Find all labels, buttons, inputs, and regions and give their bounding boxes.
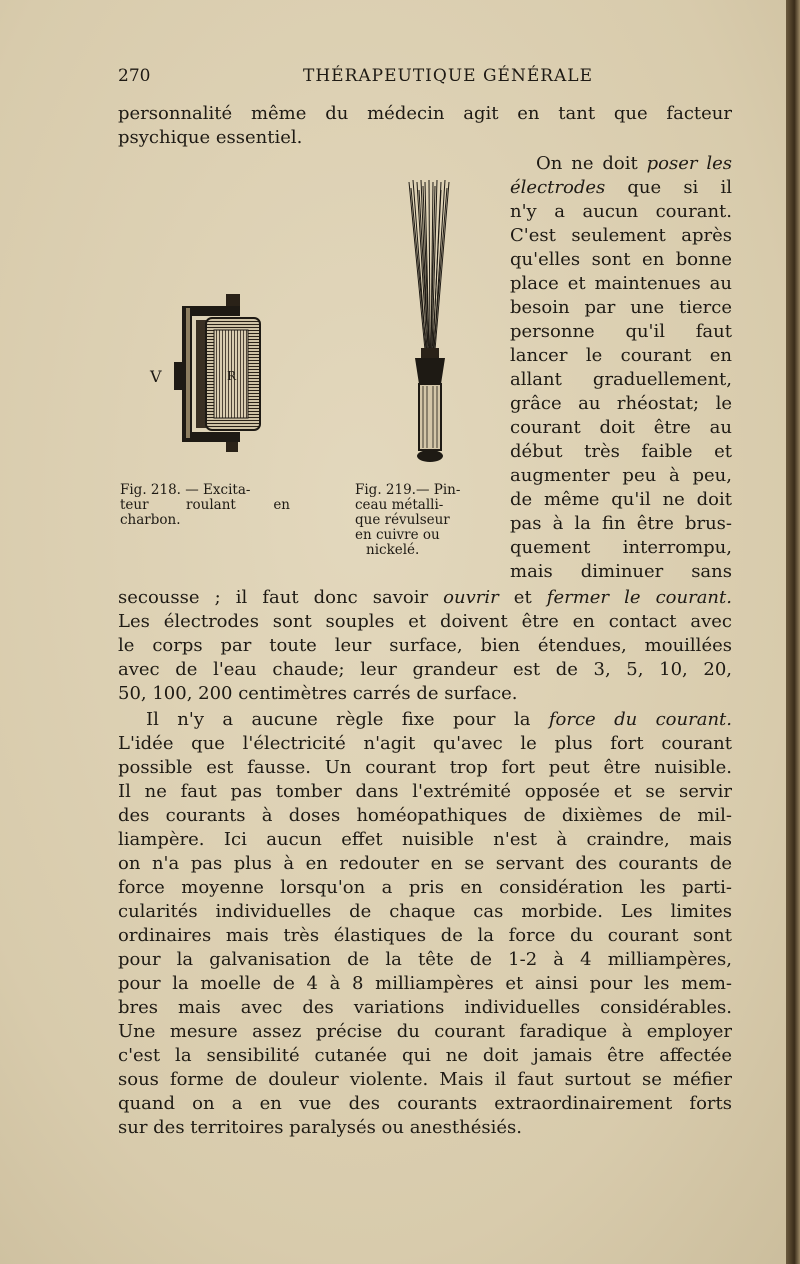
figure-219-metal-brush [395, 178, 465, 468]
svg-text:R: R [227, 369, 237, 383]
figure-219-caption-line: Fig. 219.— Pin- [355, 482, 461, 498]
figure-219-caption-line: nickelé. [366, 542, 420, 558]
running-header [118, 66, 732, 94]
column-line: allant graduellement, [510, 369, 732, 390]
paragraph-line: sous forme de douleur violente. Mais il faut surtout se méfier [118, 1069, 732, 1090]
paragraph-line: 50, 100, 200 centimètres carrés de surface. [118, 683, 518, 704]
paragraph-line: Une mesure assez précise du courant faradique à employer [118, 1021, 732, 1042]
column-line: besoin par une tierce [510, 297, 732, 318]
paragraph-line: avec de l'eau chaude; leur grandeur est de 3, 5, 10, 20, [118, 659, 732, 680]
paragraph-line: sur des territoires paralysés ou anesthésiés. [118, 1117, 522, 1138]
figure-219-caption-line: que révulseur [355, 512, 450, 528]
paragraph-line: Il n'y a aucune règle fixe pour la force du courant. [146, 709, 732, 730]
column-line: de même qu'il ne doit [510, 489, 732, 510]
paragraph-line: quand on a en vue des courants extraordinairement forts [118, 1093, 732, 1114]
column-line: n'y a aucun courant. [510, 201, 732, 222]
paragraph-line: Les électrodes sont souples et doivent être en contact avec [118, 611, 732, 632]
figure-218-roller-electrode [140, 290, 270, 460]
running-title: THÉRAPEUTIQUE GÉNÉRALE [303, 66, 594, 86]
page-binding-edge [786, 0, 800, 1264]
paragraph-line: liampère. Ici aucun effet nuisible n'est à craindre, mais [118, 829, 732, 850]
figure-label-v: V [150, 367, 162, 386]
figure-218-caption-line: teur roulant en [120, 497, 290, 513]
column-line: personne qu'il faut [510, 321, 732, 342]
paragraph-line: pour la moelle de 4 à 8 milliampères et ainsi pour les mem- [118, 973, 732, 994]
intro-line: personnalité même du médecin agit en tant que facteur [118, 103, 732, 124]
paragraph-line: on n'a pas plus à en redouter en se servant des courants de [118, 853, 732, 874]
column-line: pas à la fin être brus- [510, 513, 732, 534]
column-line: augmenter peu à peu, [510, 465, 732, 486]
column-line: mais diminuer sans [510, 561, 732, 582]
column-line: lancer le courant en [510, 345, 732, 366]
paragraph-line: bres mais avec des variations individuelles considérables. [118, 997, 732, 1018]
figure-219-caption-line: en cuivre ou [355, 527, 440, 543]
column-line: place et maintenues au [510, 273, 732, 294]
paragraph-line: cularités individuelles de chaque cas morbide. Les limites [118, 901, 732, 922]
paragraph-line: force moyenne lorsqu'on a pris en considération les parti- [118, 877, 732, 898]
paragraph-line: le corps par toute leur surface, bien étendues, mouillées [118, 635, 732, 656]
paragraph-line: pour la galvanisation de la tête de 1-2 à 4 milliampères, [118, 949, 732, 970]
figure-219-caption-line: ceau métalli- [355, 497, 444, 513]
paragraph-line: Il ne faut pas tomber dans l'extrémité opposée et se servir [118, 781, 732, 802]
column-line: qu'elles sont en bonne [510, 249, 732, 270]
column-line: début très faible et [510, 441, 732, 462]
column-line: On ne doit poser les [536, 153, 732, 174]
column-line: courant doit être au [510, 417, 732, 438]
column-line: C'est seulement après [510, 225, 732, 246]
column-line: quement interrompu, [510, 537, 732, 558]
figure-218-caption-line: Fig. 218. — Excita- [120, 482, 251, 498]
intro-line: psychique essentiel. [118, 127, 303, 148]
figure-218-caption-line: charbon. [120, 512, 181, 528]
paragraph-line: L'idée que l'électricité n'agit qu'avec le plus fort courant [118, 733, 732, 754]
paragraph-line: c'est la sensibilité cutanée qui ne doit jamais être affectée [118, 1045, 732, 1066]
paragraph-line: possible est fausse. Un courant trop fort peut être nuisible. [118, 757, 732, 778]
column-line: grâce au rhéostat; le [510, 393, 732, 414]
paragraph-line: secousse ; il faut donc savoir ouvrir et fermer le courant. [118, 587, 732, 608]
paragraph-line: des courants à doses homéopathiques de dixièmes de mil- [118, 805, 732, 826]
page-number: 270 [118, 66, 151, 86]
column-line: électrodes que si il [510, 177, 732, 198]
paragraph-line: ordinaires mais très élastiques de la force du courant sont [118, 925, 732, 946]
